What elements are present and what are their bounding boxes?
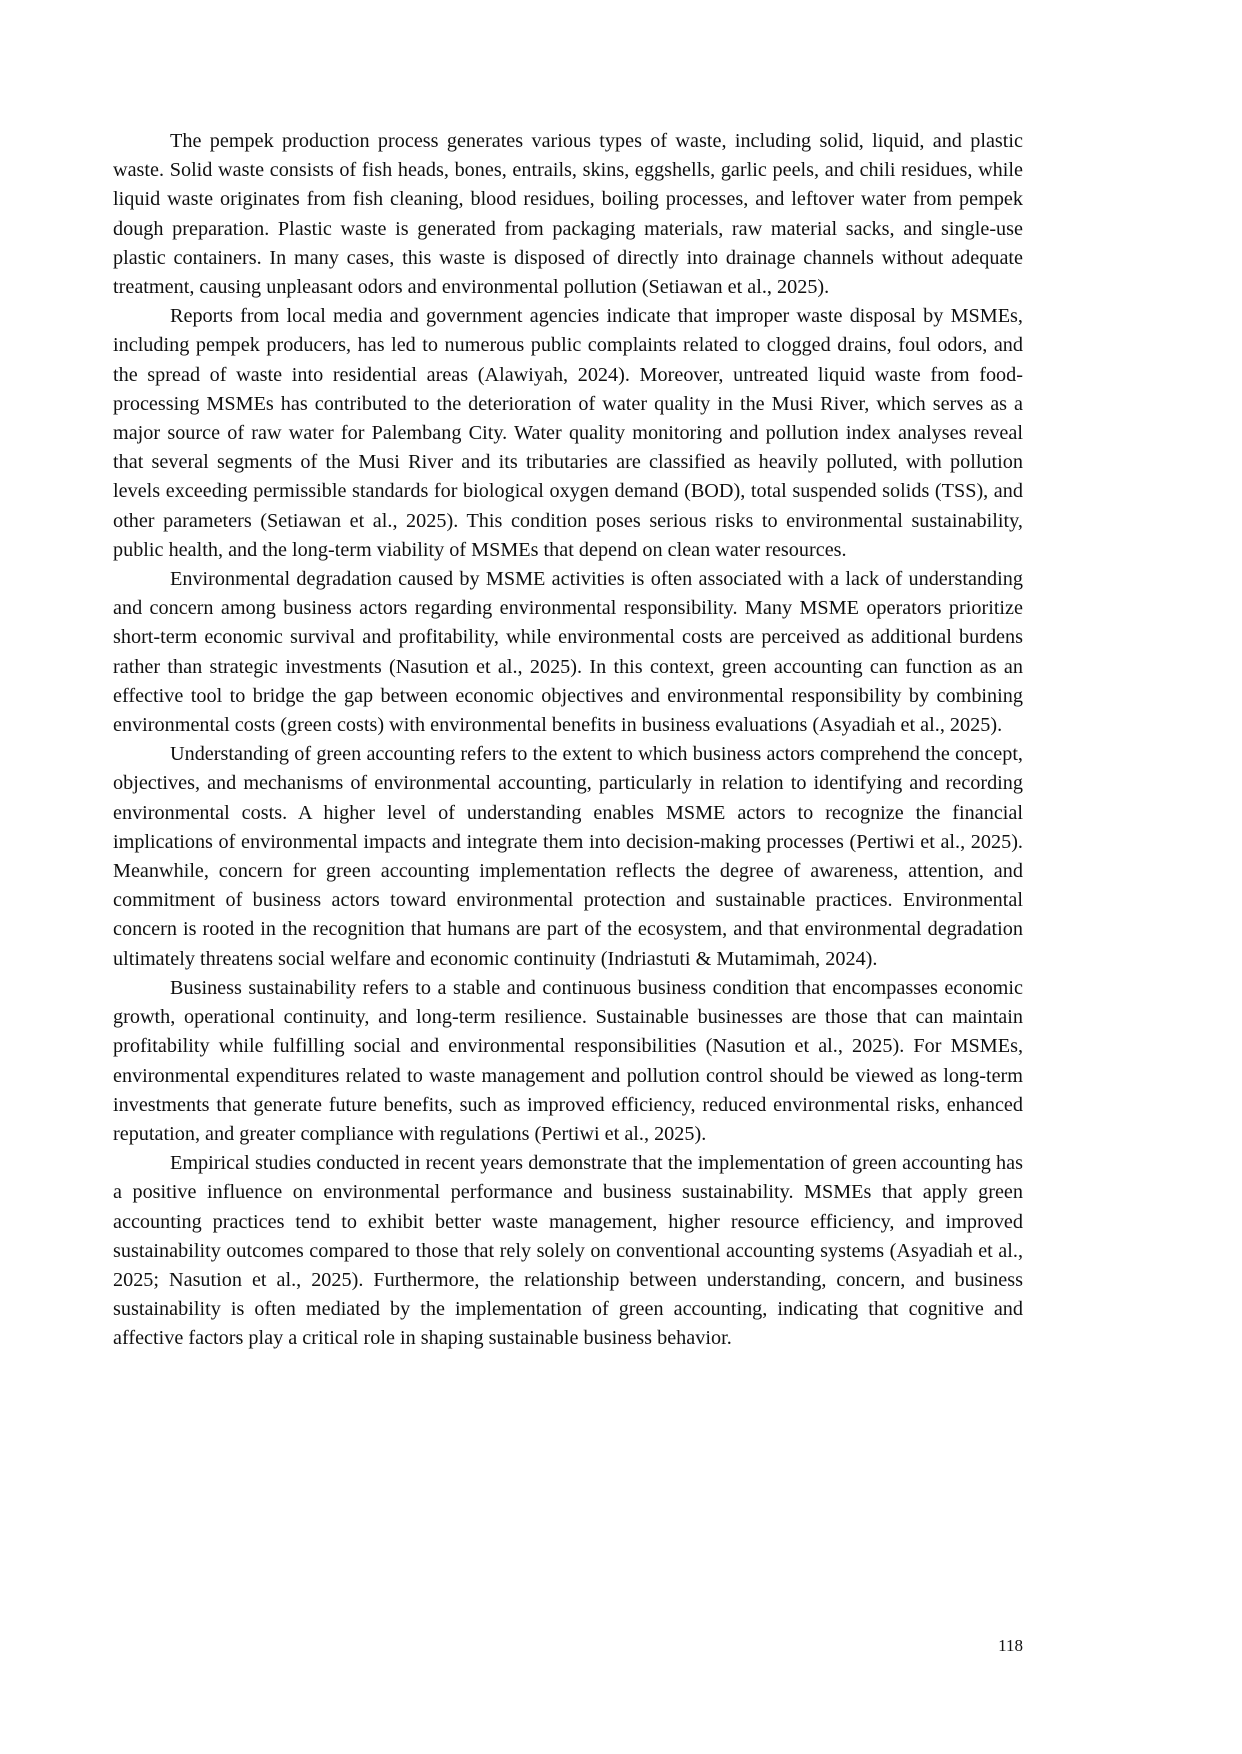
paragraph: Empirical studies conducted in recent years demonstrate that the implementation of green accounting has a positive influence on environmental performance and business sustainability. MSMEs that apply green accounting practices tend to exhibit better waste management, higher resource efficiency, and improved sustainability outcomes compared to those that rely solely on conventional accounting systems (Asyadiah et al., 2025; Nasution et al., 2025). Furthermore, the relationship between understanding, concern, and business sustainability is often mediated by the implementation of green accounting, indicating that cognitive and affective factors play a critical role in shaping sustainable business behavior. [113,1152,1023,1350]
paragraph: Reports from local media and government agencies indicate that improper waste disposal by MSMEs, including pempek producers, has led to numerous public complaints related to clogged drains, foul odors, and the spread of waste into residential areas (Alawiyah, 2024). Moreover, untreated liquid waste from food-processing MSMEs has contributed to the deterioration of water quality in the Musi River, which serves as a major source of raw water for Palembang City. Water quality monitoring and pollution index analyses reveal that several segments of the Musi River and its tributaries are classified as heavily polluted, with pollution levels exceeding permissible standards for biological oxygen demand (BOD), total suspended solids (TSS), and other parameters (Setiawan et al., 2025). This condition poses serious risks to environmental sustainability, public health, and the long-term viability of MSMEs that depend on clean water resources. [113,305,1023,561]
paragraph: Business sustainability refers to a stable and continuous business condition that encompasses economic growth, operational continuity, and long-term resilience. Sustainable businesses are those that can maintain profitability while fulfilling social and environmental responsibilities (Nasution et al., 2025). For MSMEs, environmental expenditures related to waste management and pollution control should be viewed as long-term investments that generate future benefits, such as improved efficiency, reduced environmental risks, enhanced reputation, and greater compliance with regulations (Pertiwi et al., 2025). [113,976,1023,1145]
paragraph: Understanding of green accounting refers to the extent to which business actors comprehend the concept, objectives, and mechanisms of environmental accounting, particularly in relation to identifying and recording environmental costs. A higher level of understanding enables MSME actors to recognize the financial implications of environmental impacts and integrate them into decision-making processes (Pertiwi et al., 2025). Meanwhile, concern for green accounting implementation reflects the degree of awareness, attention, and commitment of business actors toward environmental protection and sustainable practices. Environmental concern is rooted in the recognition that humans are part of the ecosystem, and that environmental degradation ultimately threatens social welfare and economic continuity (Indriastuti & Mutamimah, 2024). [113,743,1023,970]
paragraph: The pempek production process generates various types of waste, including solid, liquid, and plastic waste. Solid waste consists of fish heads, bones, entrails, skins, eggshells, garlic peels, and chili residues, while liquid waste originates from fish cleaning, blood residues, boiling processes, and leftover water from pempek dough preparation. Plastic waste is generated from packaging materials, raw material sacks, and single-use plastic containers. In many cases, this waste is disposed of directly into drainage channels without adequate treatment, causing unpleasant odors and environmental pollution (Setiawan et al., 2025). [113,130,1023,299]
page-body-text [113,127,1023,1354]
paragraph: Environmental degradation caused by MSME activities is often associated with a lack of understanding and concern among business actors regarding environmental responsibility. Many MSME operators prioritize short-term economic survival and profitability, while environmental costs are perceived as additional burdens rather than strategic investments (Nasution et al., 2025). In this context, green accounting can function as an effective tool to bridge the gap between economic objectives and environmental responsibility by combining environmental costs (green costs) with environmental benefits in business evaluations (Asyadiah et al., 2025). [113,568,1023,737]
page-number: 118 [998,1636,1023,1655]
